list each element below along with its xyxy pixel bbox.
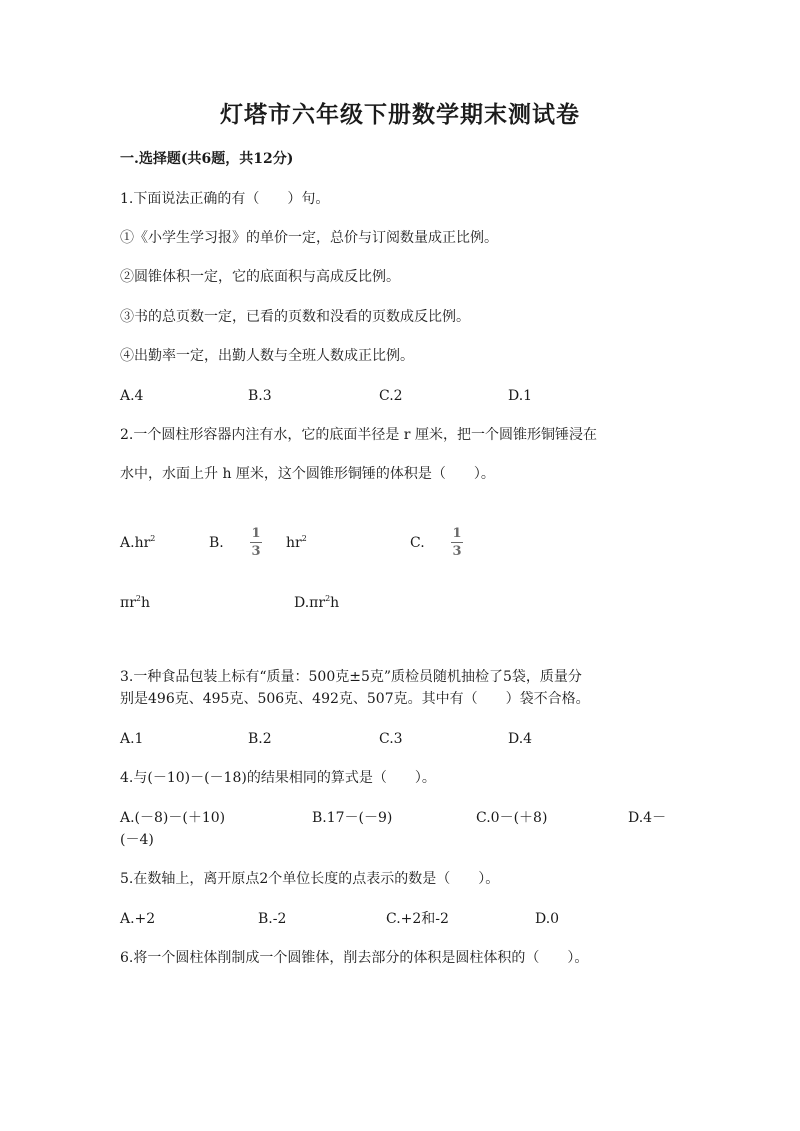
fraction-numerator: 1: [251, 526, 261, 541]
question-2-stem-line-1: 2.一个圆柱形容器内注有水，它的底面半径是 r 厘米，把一个圆锥形铜锤浸在: [120, 427, 597, 443]
question-1-stem: 1.下面说法正确的有（ ）句。: [120, 191, 330, 207]
question-1-statement-1: ①《小学生学习报》的单价一定，总价与订阅数量成正比例。: [120, 230, 498, 246]
page-title: 灯塔市六年级下册数学期末测试卷: [220, 101, 580, 128]
question-1-option-d: D.1: [508, 388, 533, 404]
option-c-fraction: [450, 527, 464, 560]
question-1-option-a: A.4: [120, 388, 144, 404]
fraction-bar: [451, 542, 463, 543]
option-c-exponent: 2: [135, 594, 141, 603]
question-2-option-c-continued: [120, 594, 150, 612]
option-b-fraction: [249, 527, 263, 560]
question-3-option-a: A.1: [120, 731, 144, 747]
question-1-statement-4: ④出勤率一定，出勤人数与全班人数成正比例。: [120, 348, 414, 364]
question-5-stem: 5.在数轴上，离开原点2个单位长度的点表示的数是（ ）。: [120, 871, 500, 887]
section-heading: 一.选择题(共6题，共12分): [120, 151, 294, 167]
question-3-stem-line-1: 3.一种食品包装上标有“质量：500克±5克”质检员随机抽检了5袋，质量分: [120, 669, 582, 685]
question-4-option-d: D.4－: [628, 810, 667, 826]
question-4-option-c: C.0－(＋8): [476, 810, 548, 826]
fraction-bar: [250, 542, 262, 543]
option-c-expression: πr: [120, 595, 136, 611]
option-d-exponent: 2: [325, 594, 331, 603]
question-5-option-a: A.+2: [120, 911, 156, 927]
question-3-option-d: D.4: [508, 731, 533, 747]
question-4-option-d-wrap: (－4): [120, 832, 154, 848]
question-2-option-b-expr: [286, 534, 307, 552]
question-3-stem-line-2: 别是496克、495克、506克、492克、507克。其中有（ ）袋不合格。: [120, 691, 590, 707]
question-1-option-c: C.2: [379, 388, 403, 404]
option-a-exponent: 2: [150, 534, 156, 543]
option-b-exponent: 2: [301, 534, 307, 543]
question-4-stem: 4.与(－10)－(－18)的结果相同的算式是（ ）。: [120, 770, 436, 786]
question-4-option-a: A.(－8)－(＋10): [120, 810, 226, 826]
question-2-option-a: [120, 534, 155, 552]
option-d-expression-tail: h: [330, 595, 340, 611]
question-2-option-c-label: C.: [410, 535, 425, 551]
option-a-label: A.: [120, 535, 135, 551]
question-6-stem: 6.将一个圆柱体削制成一个圆锥体，削去部分的体积是圆柱体积的（ ）。: [120, 950, 589, 966]
fraction-denominator: 3: [251, 544, 261, 559]
fraction-numerator: 1: [452, 526, 462, 541]
question-2-stem-line-2: 水中，水面上升 h 厘米，这个圆锥形铜锤的体积是（ ）。: [120, 466, 495, 482]
option-b-expression: hr: [286, 535, 302, 551]
question-1-option-b: B.3: [248, 388, 272, 404]
question-2-option-b-label: B.: [209, 535, 224, 551]
question-3-option-c: C.3: [379, 731, 403, 747]
question-5-option-d: D.0: [535, 911, 560, 927]
question-5-option-c: C.+2和-2: [386, 911, 449, 927]
question-1-statement-3: ③书的总页数一定，已看的页数和没看的页数成反比例。: [120, 309, 470, 325]
question-1-statement-2: ②圆锥体积一定，它的底面积与高成反比例。: [120, 269, 400, 285]
fraction-denominator: 3: [452, 544, 462, 559]
question-5-option-b: B.-2: [258, 911, 287, 927]
question-3-option-b: B.2: [248, 731, 272, 747]
option-c-expression-tail: h: [141, 595, 151, 611]
option-d-expression: D.πr: [294, 595, 326, 611]
question-2-option-d: [294, 594, 339, 612]
question-4-option-b: B.17－(－9): [312, 810, 393, 826]
option-a-expression: hr: [134, 535, 151, 551]
